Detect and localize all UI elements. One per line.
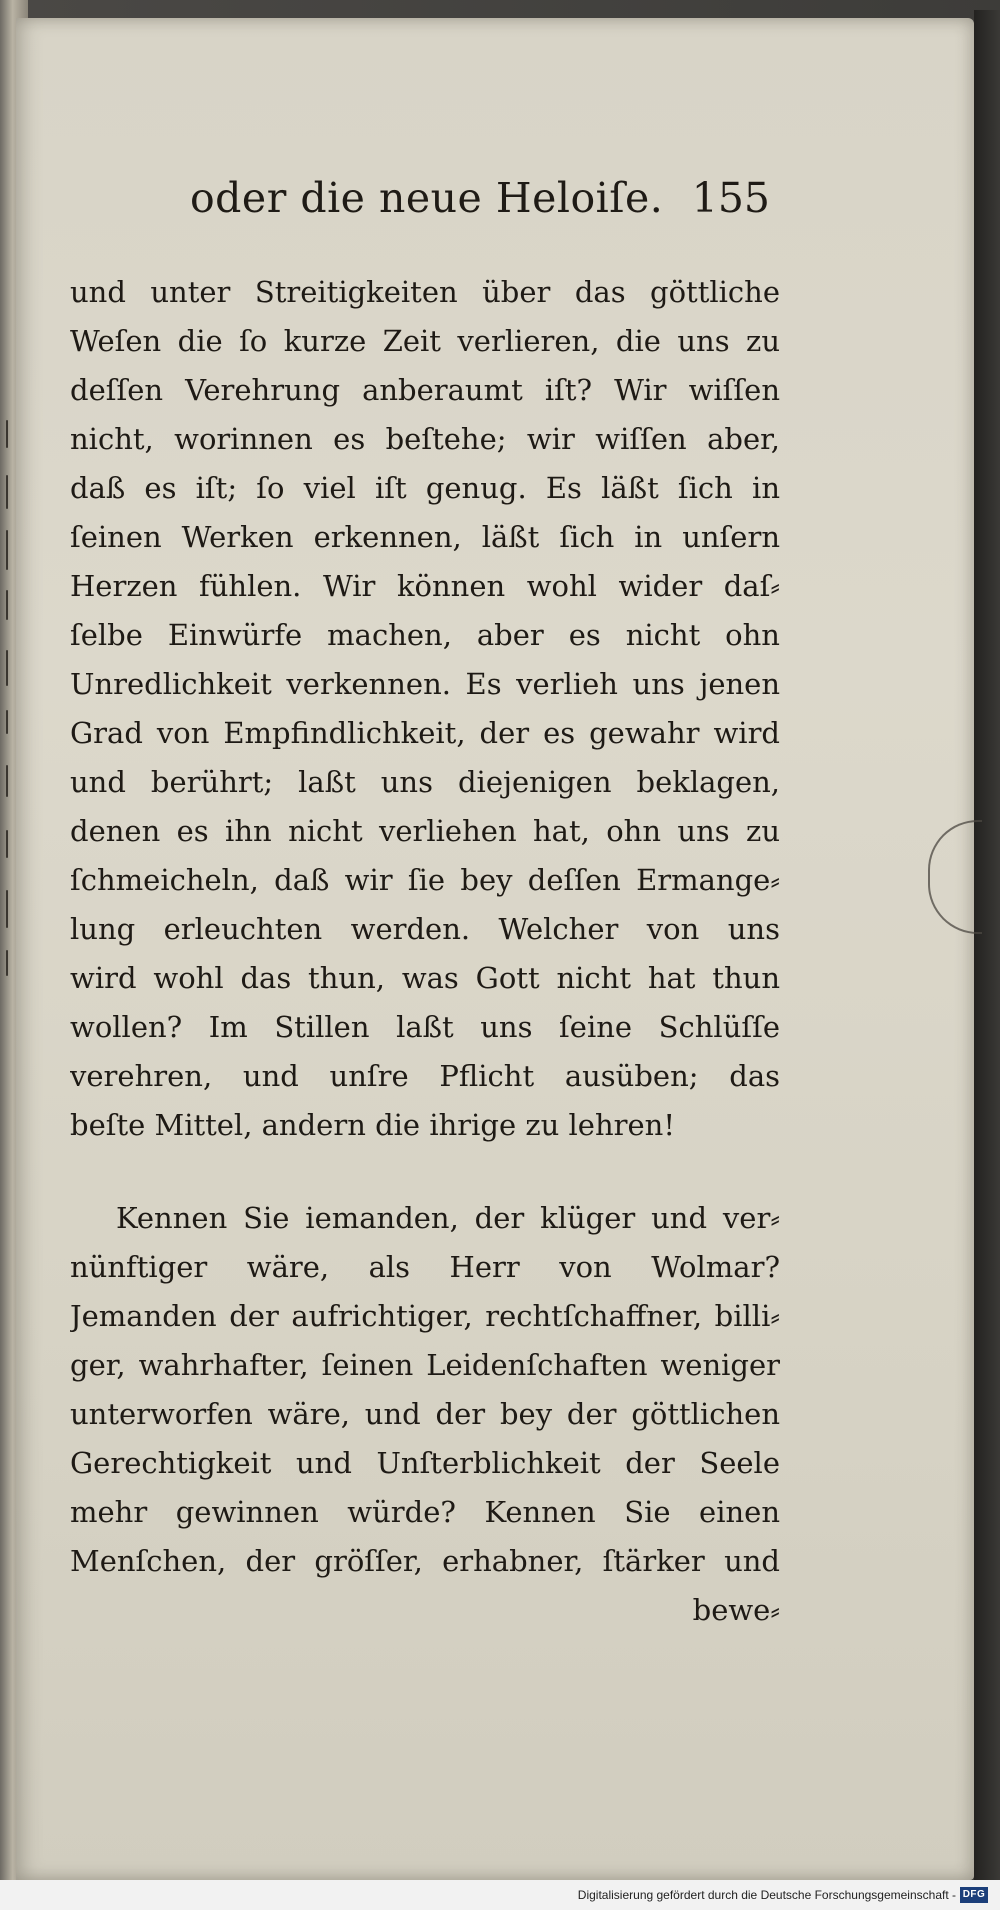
book-right-shadow [974,10,1000,1890]
dfg-logo: DFG [960,1887,988,1903]
catchword: bewe⸗ [692,1593,780,1627]
text-line: Jemanden der aufrichtiger, rechtſchaffner, billi⸗ [70,1299,780,1333]
text-line: beſte Mittel, andern die ihrige zu lehren! [70,1108,675,1142]
funding-credit: Digitalisierung gefördert durch die Deutsche Forschungsgemeinschaft - [577,1888,956,1902]
text-line: daß es iſt; ſo viel iſt genug. Es läßt ſich in [70,471,780,505]
text-line: wird wohl das thun, was Gott nicht hat thun [70,961,780,995]
page-header [190,174,770,234]
text-line: mehr gewinnen würde? Kennen Sie einen [70,1495,780,1529]
text-line: wollen? Im Stillen laßt uns ſeine Schlüſſe [70,1010,780,1044]
running-title: oder die neue Heloiſe. [190,174,664,222]
text-line: Herzen fühlen. Wir können wohl wider daſ⸗ [70,569,780,603]
text-line: unterworfen wäre, und der bey der göttlichen [70,1397,780,1431]
text-line: Gerechtigkeit und Unſterblichkeit der Seele [70,1446,780,1480]
text-line: Menſchen, der gröſſer, erhabner, ſtärker und [70,1544,780,1578]
text-line: lung erleuchten werden. Welcher von uns [70,912,780,946]
text-line: ſchmeicheln, daß wir ſie bey deſſen Ermange⸗ [70,863,780,897]
text-line: denen es ihn nicht verliehen hat, ohn uns zu [70,814,780,848]
text-line: verehren, und unſre Pflicht ausüben; das [70,1059,780,1093]
text-line: nicht, worinnen es beſtehe; wir wiſſen aber, [70,422,780,456]
text-line: und berührt; laßt uns diejenigen beklagen, [70,765,780,799]
paragraph-2 [70,1194,780,1586]
text-line: Weſen die ſo kurze Zeit verlieren, die uns zu [70,324,780,358]
paragraph-gap [70,1150,780,1194]
page-text [70,268,780,1635]
digitization-footer [0,1880,1000,1910]
text-line: Grad von Empfindlichkeit, der es gewahr wird [70,716,780,750]
text-line: nünftiger wäre, als Herr von Wolmar? [70,1250,780,1284]
text-line: ſelbe Einwürfe machen, aber es nicht ohn [70,618,780,652]
text-line: deſſen Verehrung anberaumt iſt? Wir wiſſen [70,373,780,407]
margin-marks [2,420,16,980]
text-line: und unter Streitigkeiten über das göttliche [70,275,780,309]
text-line: Kennen Sie iemanden, der klüger und ver⸗ [116,1201,780,1235]
paragraph-1 [70,268,780,1150]
text-line: ſeinen Werken erkennen, läßt ſich in unſern [70,520,780,554]
text-line: ger, wahrhafter, ſeinen Leidenſchaften weniger [70,1348,780,1382]
page-number: 155 [691,174,770,222]
text-line: Unredlichkeit verkennen. Es verlieh uns jenen [70,667,780,701]
